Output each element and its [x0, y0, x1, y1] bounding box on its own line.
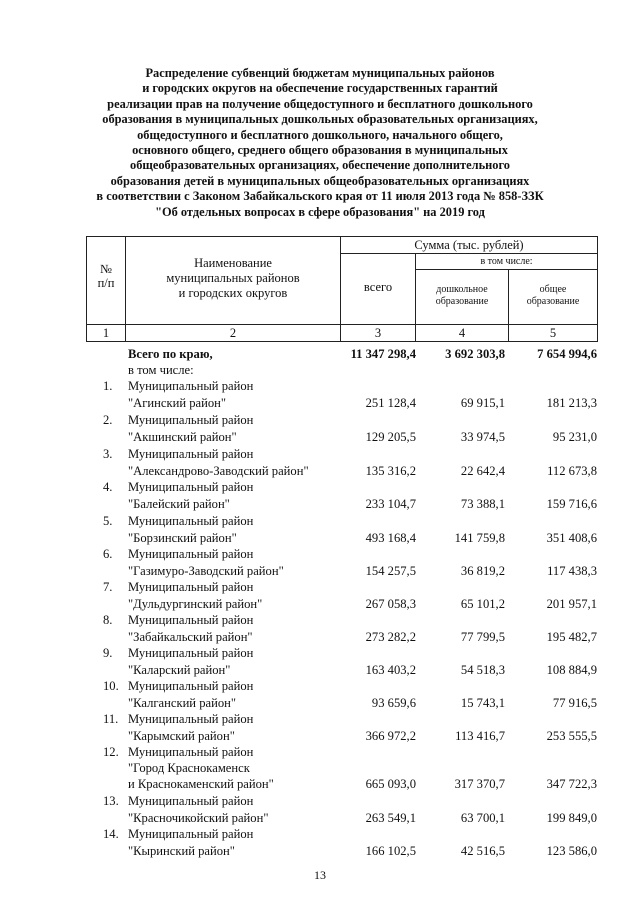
row-name-line: "Карымский район": [128, 729, 235, 743]
row-total: 233 104,7: [365, 497, 416, 511]
row-name-line: Муниципальный район: [128, 514, 254, 528]
row-general: 117 438,3: [547, 564, 597, 578]
row-total: 251 128,4: [365, 396, 416, 410]
row-name-line: "Дульдургинский район": [128, 597, 263, 611]
row-number: 3.: [103, 447, 113, 461]
row-total: 366 972,2: [365, 729, 416, 743]
row-name-line: "Красночикойский район": [128, 811, 269, 825]
row-name-line: "Александрово-Заводский район": [128, 464, 309, 478]
row-name-line: Муниципальный район: [128, 646, 254, 660]
row-number: 2.: [103, 413, 113, 427]
title-line: образования детей в муниципальных общеобразовательных организациях: [110, 173, 530, 188]
row-name-line: "Борзинский район": [128, 531, 237, 545]
col-number: 1: [102, 326, 110, 340]
row-number: 11.: [103, 712, 119, 726]
row-total: 135 316,2: [365, 464, 416, 478]
row-number: 10.: [103, 679, 119, 693]
row-name-line: Муниципальный район: [128, 613, 254, 627]
row-name-line: "Калганский район": [128, 696, 236, 710]
row-general: 159 716,6: [546, 497, 597, 511]
col-number: 4: [458, 326, 466, 340]
row-number: 9.: [103, 646, 113, 660]
row-preschool: 77 799,5: [460, 630, 505, 644]
title-line: общедоступного и бесплатного дошкольного, начального общего,: [137, 127, 503, 142]
row-name-line: "Газимуро-Заводский район": [128, 564, 284, 578]
row-number: 7.: [103, 580, 113, 594]
row-preschool: 22 642,4: [460, 464, 505, 478]
row-name-line: и Краснокаменский район": [128, 777, 274, 791]
row-name-line: Муниципальный район: [128, 447, 254, 461]
col-number: 5: [549, 326, 557, 340]
row-preschool: 69 915,1: [460, 396, 505, 410]
total-sub-label: в том числе:: [128, 363, 194, 377]
sum-column-label: Сумма (тыс. рублей): [414, 238, 524, 252]
row-name-line: Муниципальный район: [128, 379, 254, 393]
row-total: 166 102,5: [365, 844, 416, 858]
row-preschool: 73 388,1: [460, 497, 505, 511]
row-general: 108 884,9: [546, 663, 597, 677]
title-line: реализации прав на получение общедоступного и бесплатного дошкольного: [107, 96, 533, 111]
row-name-line: Муниципальный район: [128, 679, 254, 693]
row-total: 154 257,5: [365, 564, 416, 578]
row-total: 267 058,3: [365, 597, 416, 611]
total-column-label: всего: [363, 280, 393, 294]
row-general: 201 957,1: [546, 597, 597, 611]
row-number: 1.: [103, 379, 113, 393]
row-preschool: 113 416,7: [455, 729, 505, 743]
row-number: 12.: [103, 745, 119, 759]
row-name-line: Муниципальный район: [128, 827, 254, 841]
general-column-label: общее образование: [526, 284, 580, 307]
row-name-line: "Город Краснокаменск: [128, 761, 250, 775]
row-general: 347 722,3: [546, 777, 597, 791]
row-preschool: 141 759,8: [454, 531, 505, 545]
page-number: 13: [314, 868, 326, 882]
row-total: 263 549,1: [365, 811, 416, 825]
title-line: Распределение субвенций бюджетам муниципальных районов: [145, 66, 495, 80]
total-label: Всего по краю,: [128, 347, 213, 361]
row-name-line: "Балейский район": [128, 497, 230, 511]
row-number: 8.: [103, 613, 113, 627]
row-name-line: Муниципальный район: [128, 480, 254, 494]
row-name-line: "Агинский район": [128, 396, 227, 410]
row-preschool: 36 819,2: [460, 564, 505, 578]
row-general: 112 673,8: [547, 464, 597, 478]
title-line: и городских округов на обеспечение государственных гарантий: [142, 81, 498, 96]
row-total: 129 205,5: [365, 430, 416, 444]
row-name-line: "Кыринский район": [128, 844, 235, 858]
incl-label: в том числе:: [480, 256, 533, 267]
row-general: 351 408,6: [546, 531, 597, 545]
row-name-line: "Акшинский район": [128, 430, 237, 444]
row-name-line: "Забайкальский район": [128, 630, 253, 644]
row-name-line: Муниципальный район: [128, 712, 254, 726]
row-general: 77 916,5: [552, 696, 597, 710]
title-line: в соответствии с Законом Забайкальского края от 11 июля 2013 года № 858-ЗЗК: [96, 189, 544, 204]
table-header: [86, 236, 598, 342]
row-name-line: Муниципальный район: [128, 547, 254, 561]
row-number: 13.: [103, 794, 119, 808]
col-number: 2: [229, 326, 237, 340]
row-general: 181 213,3: [546, 396, 597, 410]
row-preschool: 63 700,1: [460, 811, 505, 825]
title-line: образования в муниципальных дошкольных образовательных организациях,: [102, 112, 538, 127]
row-number: 5.: [103, 514, 113, 528]
row-name-line: Муниципальный район: [128, 580, 254, 594]
row-name-line: Муниципальный район: [128, 413, 254, 427]
row-total: 493 168,4: [365, 531, 416, 545]
name-column-label: Наименование муниципальных районов и городских округов: [166, 256, 300, 300]
num-column-label: № п/п: [97, 262, 115, 290]
row-number: 6.: [103, 547, 113, 561]
col-number: 3: [374, 326, 382, 340]
row-general: 195 482,7: [546, 630, 597, 644]
row-preschool: 65 101,2: [460, 597, 505, 611]
row-preschool: 15 743,1: [460, 696, 505, 710]
row-number: 14.: [103, 827, 119, 841]
row-total: 273 282,2: [365, 630, 416, 644]
total-general: 7 654 994,6: [537, 347, 597, 361]
row-general: 123 586,0: [546, 844, 597, 858]
row-preschool: 42 516,5: [460, 844, 505, 858]
document-title: [40, 66, 600, 220]
row-preschool: 33 974,5: [460, 430, 505, 444]
row-preschool: 317 370,7: [454, 777, 505, 791]
row-name-line: Муниципальный район: [128, 794, 254, 808]
row-name-line: Муниципальный район: [128, 745, 254, 759]
row-name-line: "Каларский район": [128, 663, 231, 677]
total-sum: 11 347 298,4: [350, 347, 416, 361]
row-general: 253 555,5: [546, 729, 597, 743]
total-preschool: 3 692 303,8: [445, 347, 505, 361]
title-line: общеобразовательных организациях, обеспечение дополнительного: [130, 158, 510, 173]
row-preschool: 54 518,3: [460, 663, 505, 677]
preschool-column-label: дошкольное образование: [435, 284, 489, 307]
row-general: 95 231,0: [552, 430, 597, 444]
title-line: основного общего, среднего общего образования в муниципальных: [132, 143, 508, 158]
row-general: 199 849,0: [546, 811, 597, 825]
title-line: "Об отдельных вопросах в сфере образования" на 2019 год: [155, 204, 485, 219]
row-number: 4.: [103, 480, 113, 494]
row-total: 665 093,0: [365, 777, 416, 791]
row-total: 163 403,2: [365, 663, 416, 677]
row-total: 93 659,6: [371, 696, 416, 710]
